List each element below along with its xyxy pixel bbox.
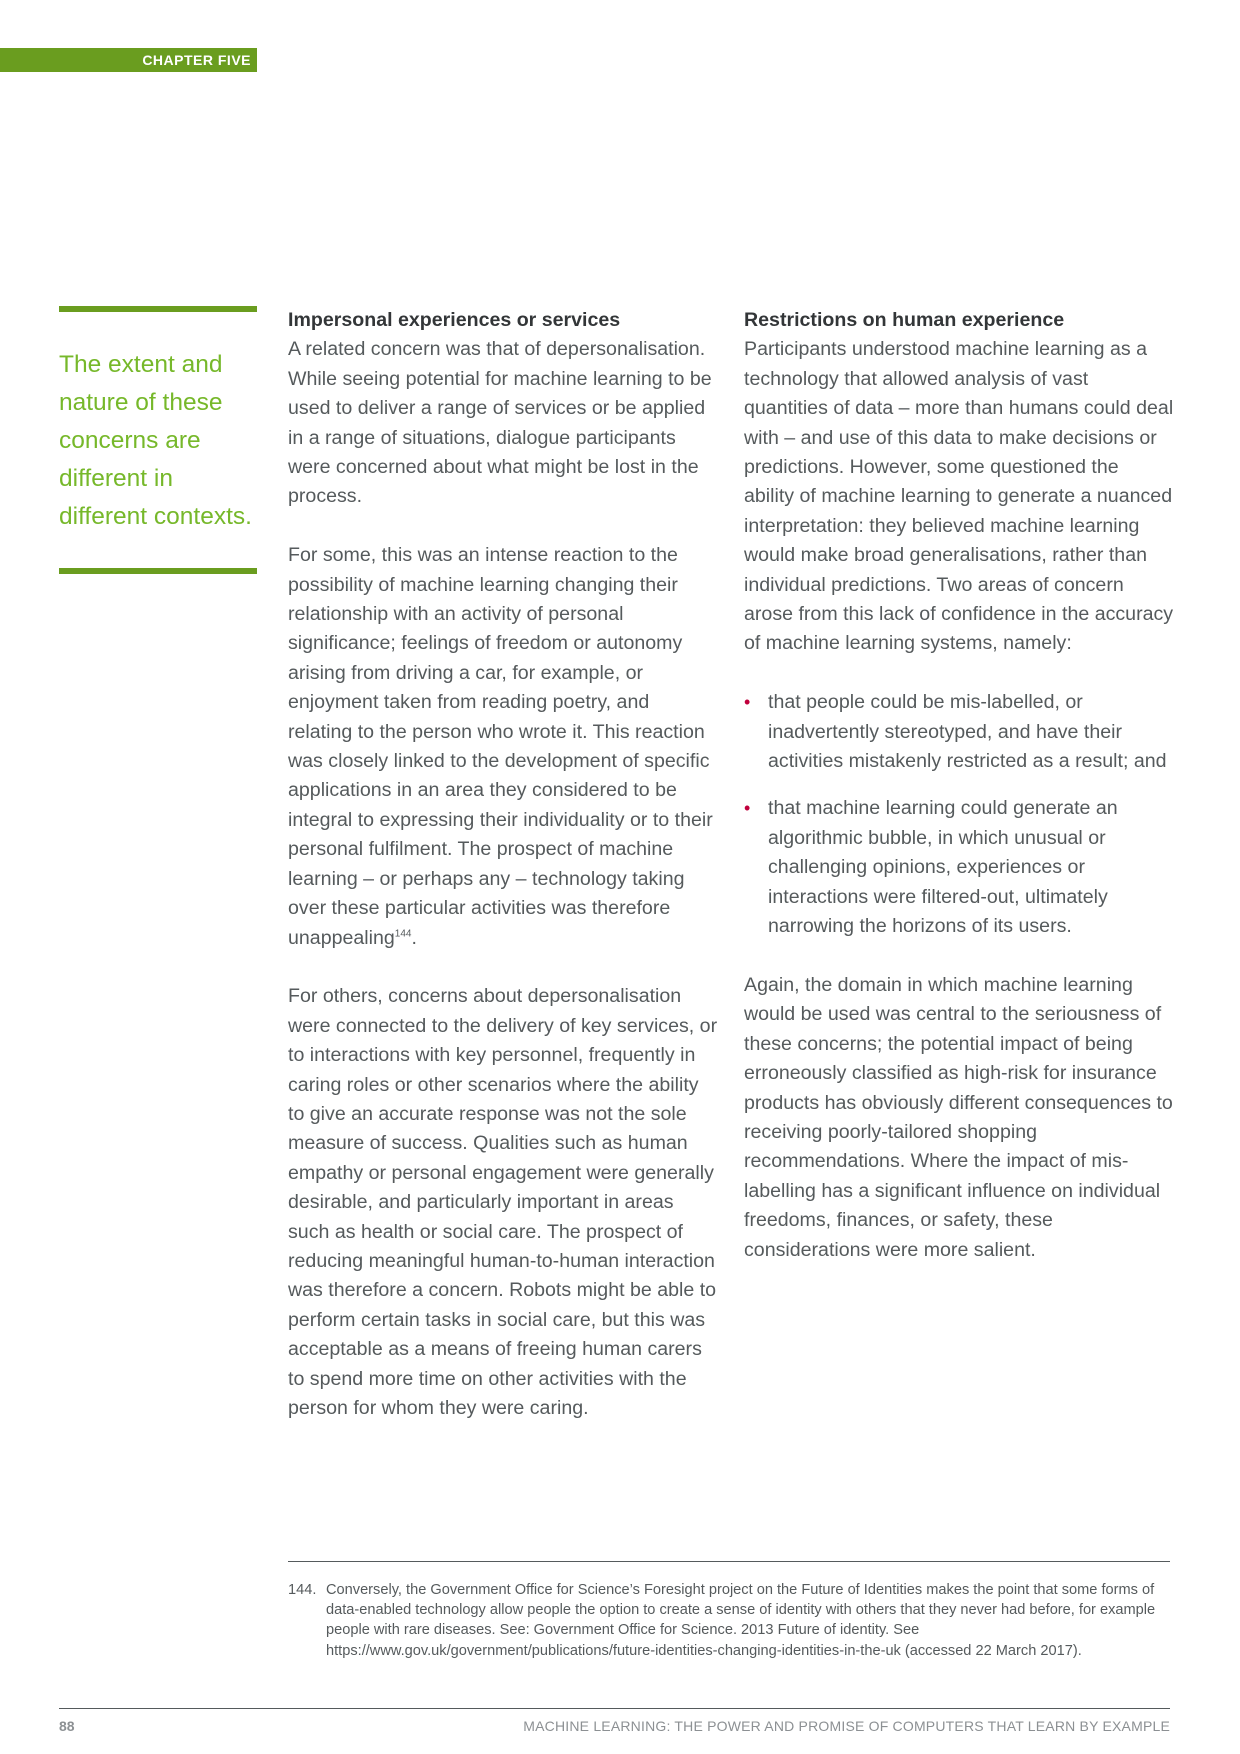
section-heading-restrictions: Restrictions on human experience xyxy=(744,309,1065,331)
bullet-list xyxy=(744,688,1174,941)
pull-quote-bottom-rule xyxy=(59,568,257,574)
bullet-icon: • xyxy=(744,798,751,819)
paragraph-text: For some, this was an intense reaction to the possibility of machine learning changing their relationship with an activity of personal significance; feelings of freedom or autonomy arising from driving a car, for example, or enjoyment taken from reading poetry, and relating to the person who wrote it. This reaction was closely linked to the development of specific applications in an area they considered to be integral to expressing their individuality or to their personal fulfilment. The prospect of machine learning – or perhaps any – technology taking over these particular activities was therefore unappealing xyxy=(288,544,713,949)
paragraph-end: . xyxy=(411,926,417,949)
bullet-icon: • xyxy=(744,692,751,713)
footnote-divider xyxy=(288,1561,1170,1562)
list-item xyxy=(744,688,1174,776)
page-number: 88 xyxy=(59,1718,75,1734)
paragraph: A related concern was that of depersonalisation. While seeing potential for machine learning to be used to deliver a range of services or be applied in a range of situations, dialogue participants were concerned about what might be lost in the process. xyxy=(288,338,712,508)
paragraph xyxy=(288,541,718,953)
paragraph: For others, concerns about depersonalisation were connected to the delivery of key services, or to interactions with key personnel, frequently in caring roles or other scenarios where the ability to give an accurate response was not the sole measure of success. Qualities such as human empathy or personal engagement were generally desirable, and particularly important in areas such as health or social care. The prospect of reducing meaningful human-to-human interaction was therefore a concern. Robots might be able to perform certain tasks in social care, but this was acceptable as a means of freeing human carers to spend more time on other activities with the person for whom they were caring. xyxy=(288,985,718,1419)
list-item xyxy=(744,794,1174,941)
footer-divider xyxy=(59,1708,1170,1709)
paragraph: Again, the domain in which machine learning would be used was central to the seriousness of these concerns; the potential impact of being erroneously classified as high-risk for insurance products has obviously different consequences to receiving poorly-tailored shopping recommendations. Where the impact of mis-labelling has a significant influence on individual freedoms, finances, or safety, these considerations were more salient. xyxy=(744,973,1173,1261)
list-item-text: that people could be mis-labelled, or inadvertently stereotyped, and have their activities mistakenly restricted as a result; and xyxy=(768,691,1167,773)
chapter-label: CHAPTER FIVE xyxy=(0,48,257,72)
running-title: MACHINE LEARNING: THE POWER AND PROMISE OF COMPUTERS THAT LEARN BY EXAMPLE xyxy=(523,1718,1170,1734)
section-heading-impersonal: Impersonal experiences or services xyxy=(288,309,621,331)
right-column xyxy=(744,306,1174,1265)
list-item-text: that machine learning could generate an algorithmic bubble, in which unusual or challenging opinions, experiences or interactions were filtered-out, ultimately narrowing the horizons of its users. xyxy=(768,797,1118,938)
footnote xyxy=(288,1580,1163,1661)
pull-quote: The extent and nature of these concerns are different in different contexts. xyxy=(59,351,252,530)
paragraph: Participants understood machine learning as a technology that allowed analysis of vast quantities of data – more than humans could deal with – and use of this data to make decisions or predictions. However, some questioned the ability of machine learning to generate a nuanced interpretation: they believed machine learning would make broad generalisations, rather than individual predictions. Two areas of concern arose from this lack of confidence in the accuracy of machine learning systems, namely: xyxy=(744,338,1174,655)
pull-quote-top-rule xyxy=(59,306,257,312)
footnote-ref: 144 xyxy=(394,927,412,939)
footnote-text: Conversely, the Government Office for Science’s Foresight project on the Future of Identities makes the point that some forms of data-enabled technology allow people the option to create a sense of identity with others that they never had before, for example people with rare diseases. See: Government Office for Science. 2013 Future of identity. See https://www.gov.uk/government/publications/future-identities-changing-identities-in-the-uk (accessed 22 March 2017). xyxy=(326,1582,1156,1659)
left-column xyxy=(288,306,718,1423)
footnote-number: 144. xyxy=(288,1582,317,1598)
